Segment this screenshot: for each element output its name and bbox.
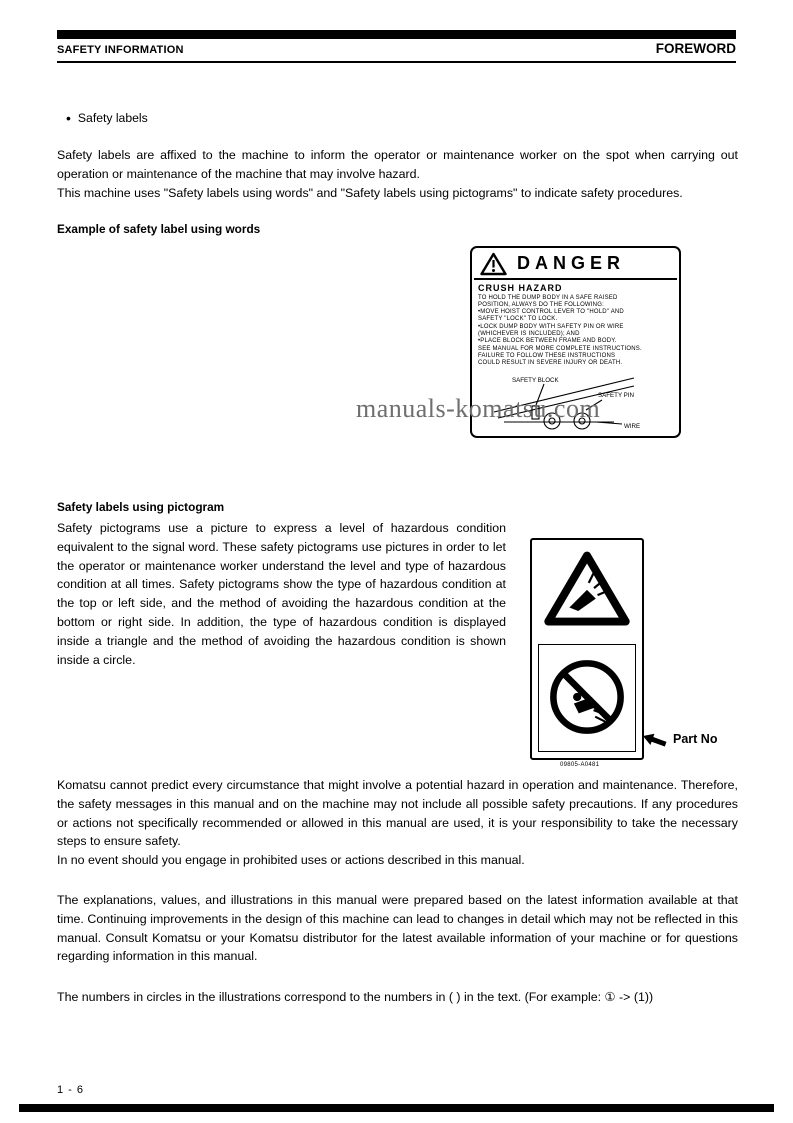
part-no-arrow-icon	[641, 729, 671, 751]
pictogram-label-figure	[530, 538, 644, 760]
closing-block-1	[57, 776, 738, 870]
danger-title: DANGER	[517, 253, 626, 273]
callout-wire: WIRE	[624, 423, 641, 430]
closing-block-2	[57, 891, 738, 966]
callout-safety-block: SAFETY BLOCK	[512, 377, 559, 384]
closing-paragraph-1: Komatsu cannot predict every circumstance that might involve a potential hazard in operation and maintenance. Therefore, the safety messages in this manual and on the machine may not include all possible safety precautions. If any procedures or actions not specifically recommended or allowed in this manual are used, it is your responsibility to take the necessary steps to ensure safety.	[57, 778, 738, 849]
closing-paragraph-3: The explanations, values, and illustrations in this manual were prepared based on the latest information available at that time. Continuing improvements in the design of this machine can lead to changes in detail which may not be reflected in this manual. Consult Komatsu or your Komatsu distributor for the latest available information of your machine or for questions regarding information in this manual.	[57, 893, 738, 964]
header-section-title: SAFETY INFORMATION	[57, 44, 184, 56]
closing-paragraph-2: In no event should you engage in prohibited uses or actions described in this manual.	[57, 853, 525, 868]
page-number: 1 - 6	[57, 1084, 85, 1096]
bullet-label: Safety labels	[77, 111, 148, 125]
warning-triangle-icon	[480, 252, 507, 276]
intro-block	[57, 146, 738, 202]
pictogram-part-code: 09805-A0481	[560, 762, 600, 768]
prohibition-box	[538, 644, 636, 752]
prohibition-circle-pictogram	[546, 654, 628, 740]
pictogram-paragraph: Safety pictograms use a picture to express a level of hazardous condition equivalent to the signal word. These safety pictograms use pictures in order to let the operator or maintenance worker understand the level and type of hazardous condition at all times. Safety pictograms show the type of hazardous condition at the top or left side, and the method of avoiding the hazardous condition at the bottom or right side. In addition, the type of hazardous condition is displayed inside a triangle and the method of avoiding the hazardous condition is shown inside a circle.	[57, 521, 506, 667]
header-rule	[57, 61, 736, 63]
danger-hazard-title: CRUSH HAZARD	[478, 282, 563, 293]
page-header	[57, 41, 736, 56]
pictogram-body-block	[57, 519, 506, 669]
hazard-triangle-pictogram	[543, 549, 631, 629]
heading-pictogram-label: Safety labels using pictogram	[57, 500, 225, 514]
bottom-rule-bar	[19, 1104, 774, 1112]
danger-instruction-lines: TO HOLD THE DUMP BODY IN A SAFE RAISED POSITION, ALWAYS DO THE FOLLOWING: •MOVE HOIST CONTROL LEVER TO "HOLD" AND SAFETY "LOCK" TO LOCK. •LOCK DUMP BODY WITH SAFETY PIN OR WIRE (WHICHEVER IS INCLUDED); AND •PLACE BLOCK BETWEEN FRAME AND BODY. SEE MANUAL FOR MORE COMPLETE INSTRUCTIONS. FAILURE TO FOLLOW THESE INSTRUCTIONS COULD RESULT IN SEVERE INJURY OR DEATH.	[478, 294, 642, 367]
intro-paragraph-2: This machine uses "Safety labels using words" and "Safety labels using pictograms" to indicate safety procedures.	[57, 185, 683, 200]
heading-words-label: Example of safety label using words	[57, 222, 261, 236]
watermark-text: manuals-komatsu.com	[356, 394, 601, 423]
top-rule-bar	[57, 30, 736, 39]
closing-block-3	[57, 988, 738, 1007]
bullet-dot: •	[66, 110, 71, 126]
callout-safety-pin: SAFETY PIN	[598, 392, 634, 399]
intro-paragraph-1: Safety labels are affixed to the machine to inform the operator or maintenance worker on the spot when carrying out operation or maintenance of the machine that may involve hazard.	[57, 148, 738, 181]
danger-label-header	[472, 248, 679, 278]
bullet-safety-labels	[66, 111, 148, 125]
closing-paragraph-4: The numbers in circles in the illustrations correspond to the numbers in ( ) in the text. (For example: ① -> (1))	[57, 990, 654, 1004]
header-chapter-title: FOREWORD	[655, 41, 736, 56]
part-no-label: Part No	[673, 732, 718, 746]
